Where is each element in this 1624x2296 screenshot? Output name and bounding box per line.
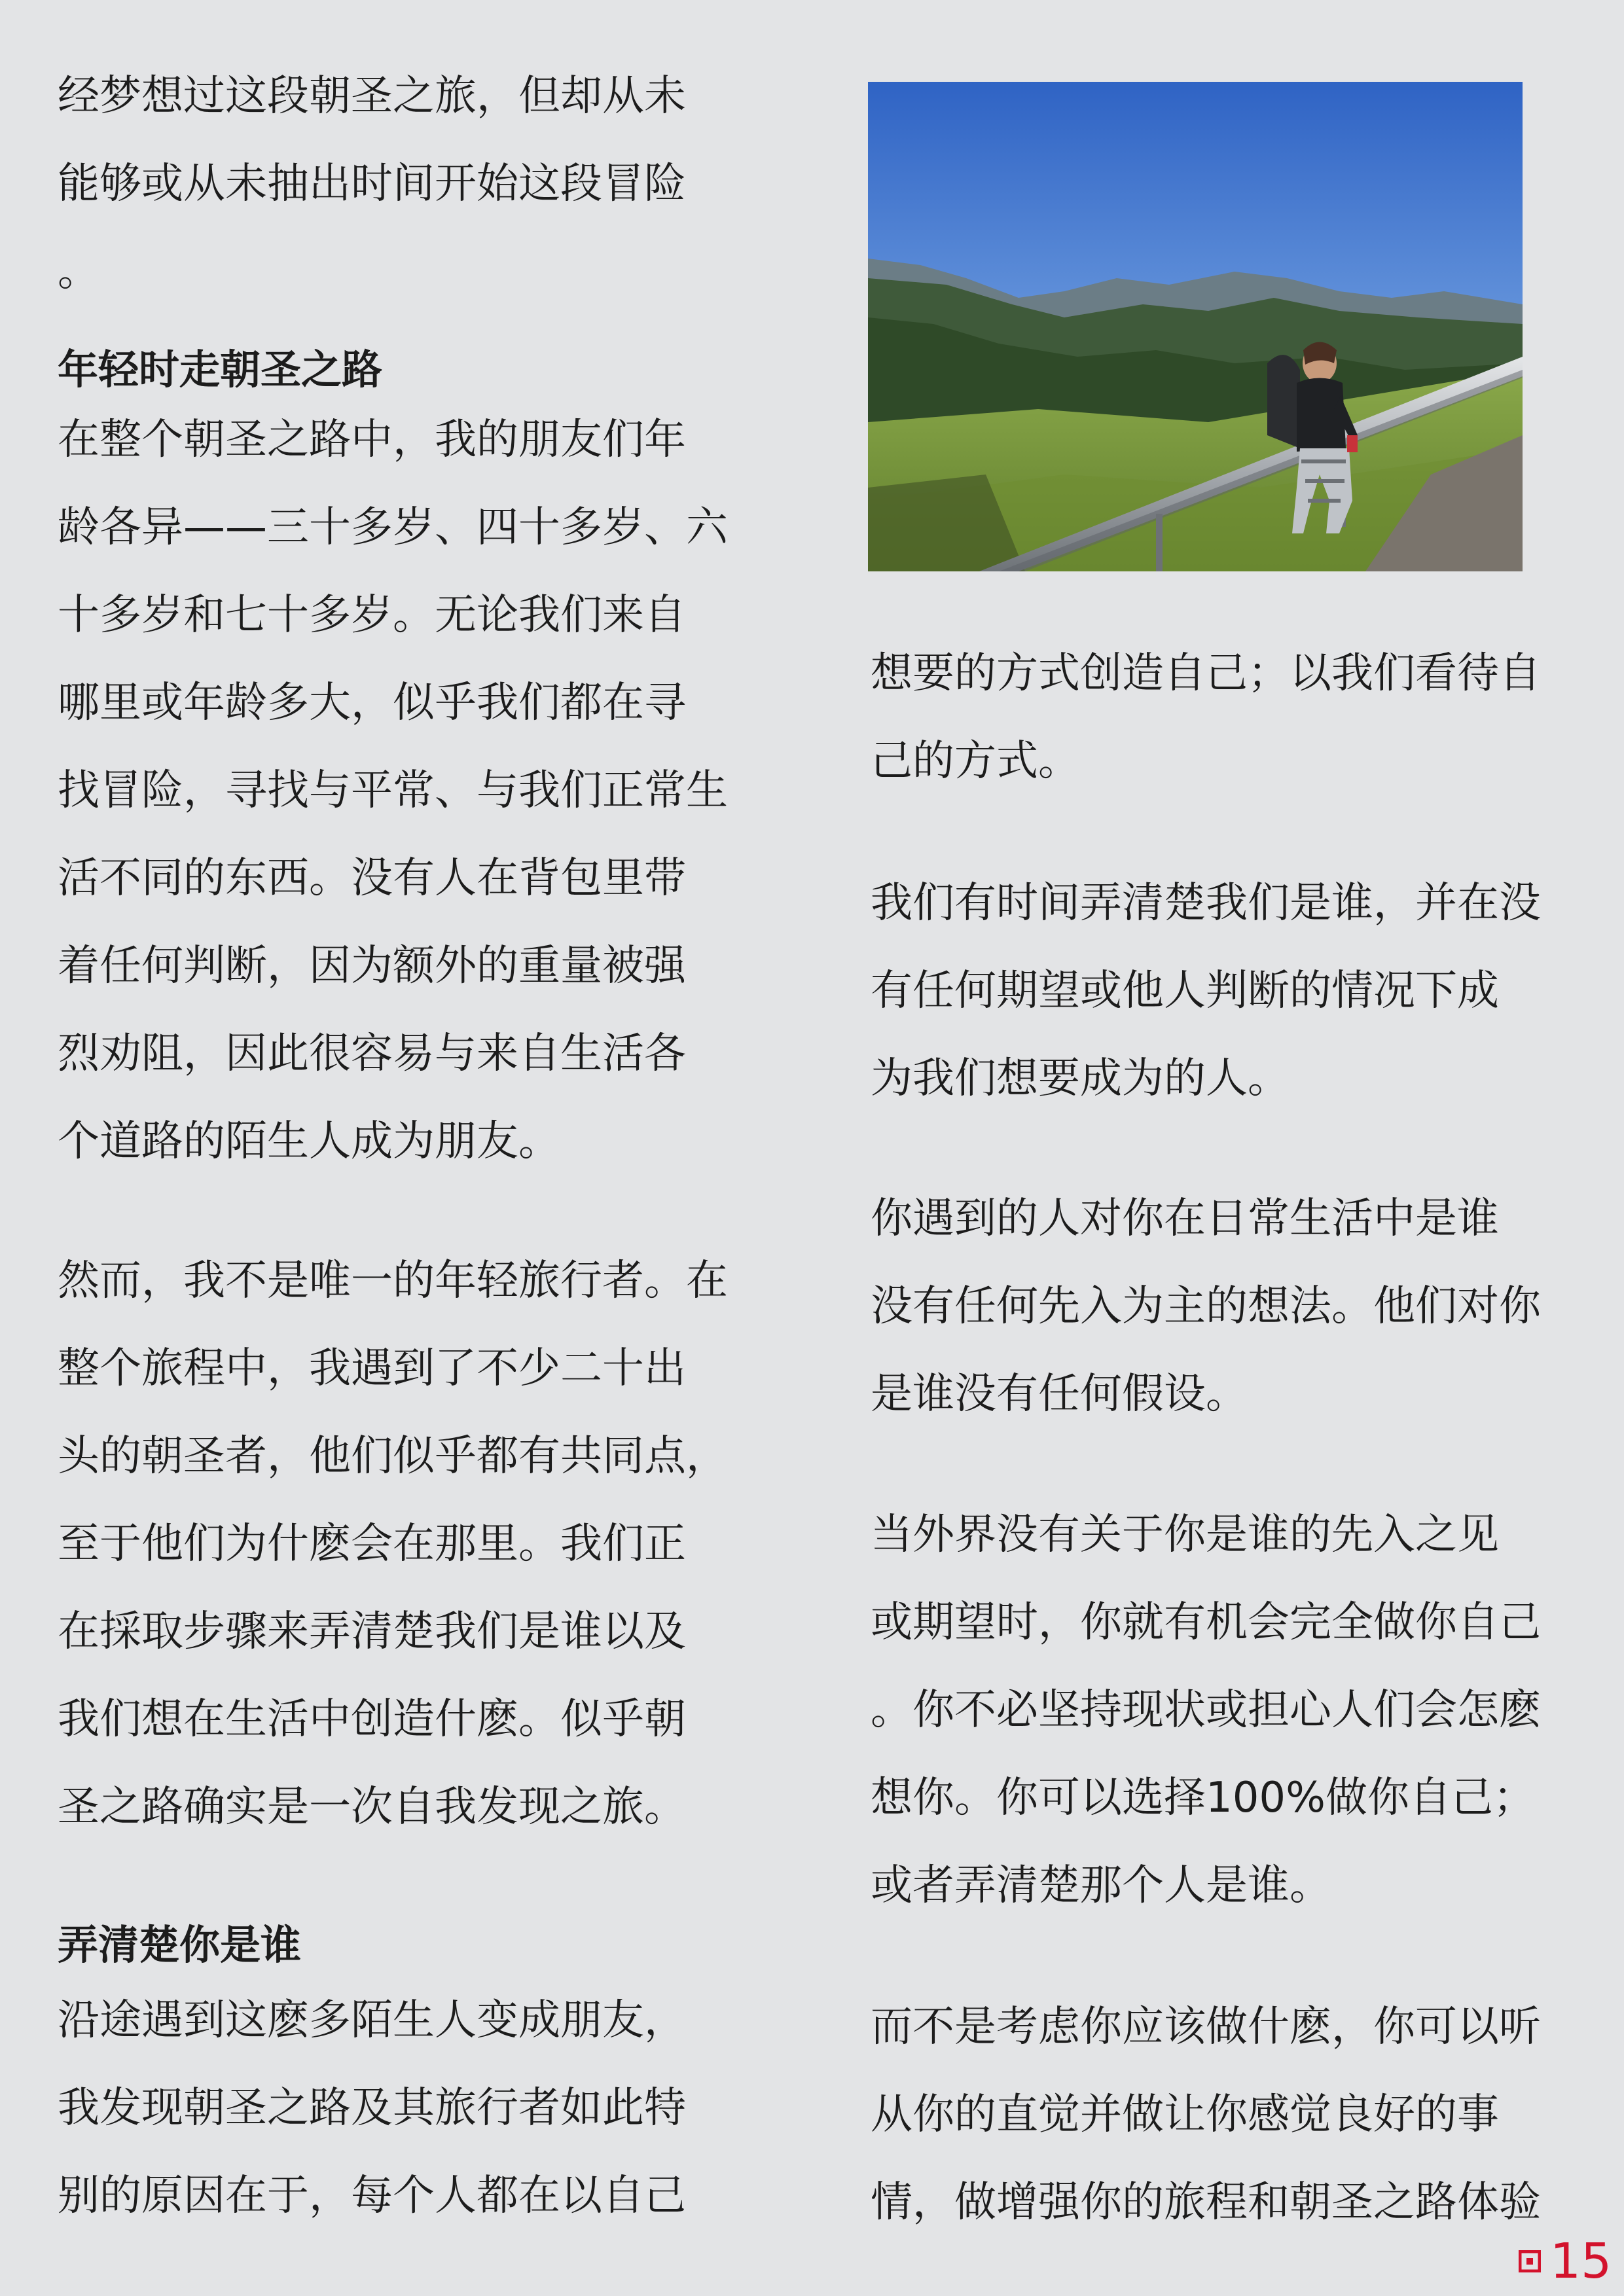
text-line: 能够或从未抽出时间开始这段冒险 (58, 160, 686, 208)
text-line: 或者弄清楚那个人是谁。 (871, 1861, 1331, 1910)
text-line: 想要的方式创造自己；以我们看待自 (871, 649, 1541, 698)
text-line: 沿途遇到这麽多陌生人变成朋友， (58, 1996, 686, 2045)
text-line: 十多岁和七十多岁。无论我们来自 (58, 591, 686, 639)
paragraph-right-1 (871, 630, 1541, 805)
text-line: 有任何期望或他人判断的情况下成 (871, 967, 1499, 1015)
text-line: 从你的直觉并做让你感觉良好的事 (871, 2090, 1499, 2139)
text-line: 己的方式。 (871, 737, 1080, 785)
text-line: 整个旅程中，我遇到了不少二十出 (58, 1344, 686, 1393)
paragraph-right-3 (871, 1175, 1541, 1438)
photo-illustration (868, 82, 1523, 571)
text-line: 。 (58, 247, 99, 296)
text-line: 。你不必坚持现状或担心人们会怎麽 (871, 1686, 1541, 1734)
page-number (1519, 2232, 1612, 2291)
text-line: 而不是考虑你应该做什麽，你可以听 (871, 2003, 1541, 2051)
text-line: 在採取步骤来弄清楚我们是谁以及 (58, 1607, 686, 1656)
text-line: 活不同的东西。没有人在背包里带 (58, 854, 686, 903)
paragraph-right-4 (871, 1491, 1541, 1929)
hiker-landscape-photo (868, 82, 1523, 571)
section-heading: 弄清楚你是谁 (58, 1921, 302, 1969)
paragraph-young-travellers (58, 1237, 728, 1851)
text-line: 没有任何先入为主的想法。他们对你 (871, 1282, 1541, 1331)
text-line: 你遇到的人对你在日常生活中是谁 (871, 1194, 1499, 1243)
text-line: 着任何判断，因为额外的重量被强 (58, 942, 686, 990)
text-line: 为我们想要成为的人。 (871, 1054, 1290, 1103)
text-line: 龄各异——三十多岁、四十多岁、六 (58, 503, 728, 552)
text-line: 个道路的陌生人成为朋友。 (58, 1117, 560, 1166)
text-line: 我们想在生活中创造什麽。似乎朝 (58, 1695, 686, 1744)
text-line: 找冒险，寻找与平常、与我们正常生 (58, 766, 728, 815)
text-line: 烈劝阻，因此很容易与来自生活各 (58, 1030, 686, 1078)
text-line: 经梦想过这段朝圣之旅，但却从未 (58, 72, 686, 120)
text-line: 或期望时，你就有机会完全做你自己 (871, 1598, 1541, 1647)
text-line: 我们有时间弄清楚我们是谁，并在没 (871, 879, 1541, 927)
section-heading-youth (58, 337, 712, 403)
page-marker-icon (1519, 2250, 1541, 2272)
text-line: 想你。你可以选择100%做你自己； (871, 1774, 1535, 1822)
paragraph-right-5 (871, 1983, 1541, 2246)
section-heading: 年轻时走朝圣之路 (58, 346, 383, 393)
paragraph-friends (58, 396, 728, 1185)
text-line: 是谁没有任何假设。 (871, 1370, 1248, 1418)
text-line: 当外界没有关于你是谁的先入之见 (871, 1511, 1499, 1559)
paragraph-right-2 (871, 859, 1541, 1122)
page-number-text: 15 (1550, 2233, 1612, 2289)
paragraph-intro (58, 52, 712, 315)
text-line: 然而，我不是唯一的年轻旅行者。在 (58, 1257, 728, 1305)
text-line: 别的原因在于，每个人都在以自己 (58, 2172, 686, 2220)
text-line: 在整个朝圣之路中，我的朋友们年 (58, 416, 686, 464)
text-line: 至于他们为什麽会在那里。我们正 (58, 1520, 686, 1568)
paragraph-strangers (58, 1977, 712, 2240)
text-line: 我发现朝圣之路及其旅行者如此特 (58, 2084, 686, 2132)
text-line: 头的朝圣者，他们似乎都有共同点， (58, 1432, 728, 1480)
text-line: 哪里或年龄多大，似乎我们都在寻 (58, 679, 686, 727)
text-line: 圣之路确实是一次自我发现之旅。 (58, 1783, 686, 1831)
text-line: 情，做增强你的旅程和朝圣之路体验 (871, 2178, 1541, 2227)
section-heading-who-you-are (58, 1912, 712, 1978)
